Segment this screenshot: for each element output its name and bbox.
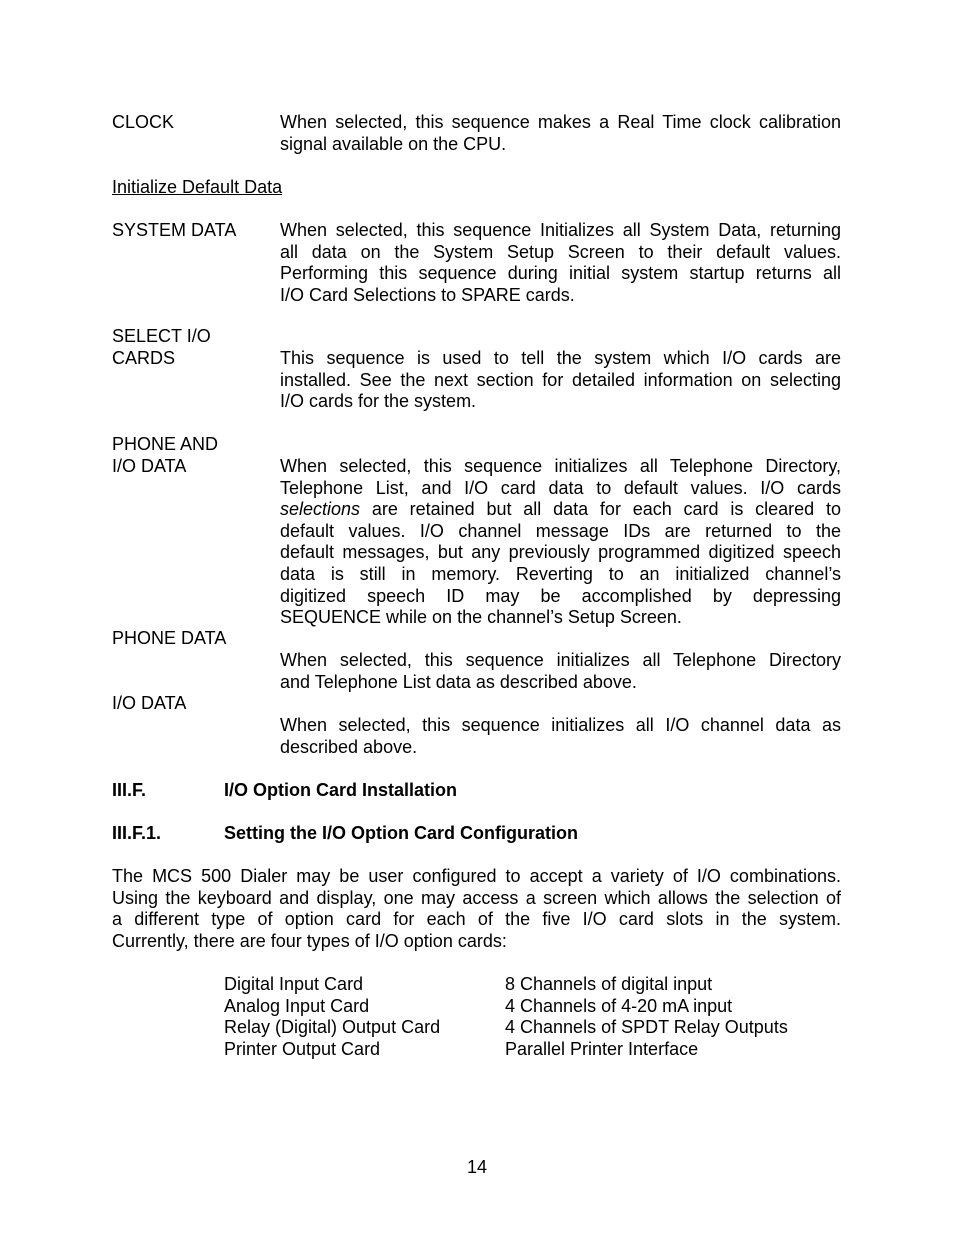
phone-data-description — [280, 650, 841, 693]
phone-io-label-line-2: I/O DATA — [112, 456, 187, 476]
phone-io-line-5: default messages, but any previously programmed digitized speech — [280, 542, 841, 563]
card-name: Digital Input Card — [224, 974, 364, 994]
select-io-line-3: I/O cards for the system. — [280, 391, 477, 412]
select-io-line-2: installed. See the next section for detailed information on selecting — [280, 369, 841, 390]
system-data-line-4: I/O Card Selections to SPARE cards. — [280, 284, 575, 305]
card-description: 4 Channels of SPDT Relay Outputs — [505, 1017, 788, 1038]
phone-io-line-4: default values. I/O channel message IDs are returned to the — [280, 520, 841, 541]
phone-data-line-2: and Telephone List data as described above. — [280, 671, 637, 692]
clock-description — [280, 112, 841, 155]
phone-data-line-1: When selected, this sequence initializes all Telephone Directory — [280, 650, 841, 670]
io-data-line-1: When selected, this sequence initializes all I/O channel data as — [280, 715, 841, 735]
select-io-line-1: This sequence is used to tell the system which I/O cards are — [280, 348, 841, 368]
select-io-label-line-1: SELECT I/O — [112, 326, 211, 346]
phone-io-line-6: data is still in memory. Reverting to an initialized channel’s — [280, 563, 841, 584]
page-number: 14 — [466, 1157, 488, 1177]
section-3f-title: I/O Option Card Installation — [224, 780, 458, 800]
paragraph-line-1: The MCS 500 Dialer may be user configured to accept a variety of I/O combinations. — [112, 866, 841, 886]
phone-data-label: PHONE DATA — [112, 628, 227, 648]
phone-io-description — [280, 456, 841, 629]
phone-io-line-2: Telephone List, and I/O card data to default values. I/O cards — [280, 477, 841, 498]
clock-label: CLOCK — [112, 112, 175, 132]
card-description: Parallel Printer Interface — [505, 1038, 699, 1059]
phone-io-line-1: When selected, this sequence initializes all Telephone Directory, — [280, 456, 841, 476]
paragraph-line-4: Currently, there are four types of I/O option cards: — [112, 930, 507, 951]
card-description: 8 Channels of digital input — [505, 974, 713, 994]
phone-io-line-3 — [280, 499, 841, 521]
section-3f1-number: III.F.1. — [112, 823, 162, 843]
section-3f-number: III.F. — [112, 780, 147, 800]
phone-io-line-7: digitized speech ID may be accomplished by depressing — [280, 585, 841, 606]
phone-io-label-line-1: PHONE AND — [112, 434, 219, 454]
system-data-line-2: all data on the System Setup Screen to their default values. — [280, 241, 841, 262]
system-data-label: SYSTEM DATA — [112, 220, 237, 240]
phone-io-line-3-rest: are retained but all data for each card is cleared to — [360, 499, 841, 520]
selections-emphasis: selections — [280, 499, 361, 520]
system-data-description — [280, 220, 841, 306]
clock-line-1: When selected, this sequence makes a Real Time clock calibration — [280, 112, 841, 132]
card-name: Relay (Digital) Output Card — [224, 1017, 441, 1038]
select-io-description — [280, 348, 841, 413]
paragraph-line-3: a different type of option card for each of the five I/O card slots in the system. — [112, 909, 841, 930]
card-name: Printer Output Card — [224, 1038, 381, 1059]
system-data-line-1: When selected, this sequence Initializes all System Data, returning — [280, 220, 841, 240]
card-name: Analog Input Card — [224, 995, 370, 1016]
io-configuration-paragraph — [112, 866, 841, 952]
initialize-default-data-heading: Initialize Default Data — [112, 177, 283, 197]
io-data-description — [280, 715, 841, 758]
io-data-label: I/O DATA — [112, 693, 187, 713]
section-3f1-title: Setting the I/O Option Card Configuration — [224, 823, 578, 843]
select-io-label-line-2: CARDS — [112, 348, 176, 368]
io-data-line-2: described above. — [280, 736, 418, 757]
clock-line-2: signal available on the CPU. — [280, 133, 507, 154]
paragraph-line-2: Using the keyboard and display, one may access a screen which allows the selection of — [112, 887, 841, 908]
system-data-line-3: Performing this sequence during initial system startup returns all — [280, 263, 841, 284]
phone-io-line-8: SEQUENCE while on the channel’s Setup Screen. — [280, 607, 682, 628]
card-description: 4 Channels of 4-20 mA input — [505, 995, 733, 1016]
